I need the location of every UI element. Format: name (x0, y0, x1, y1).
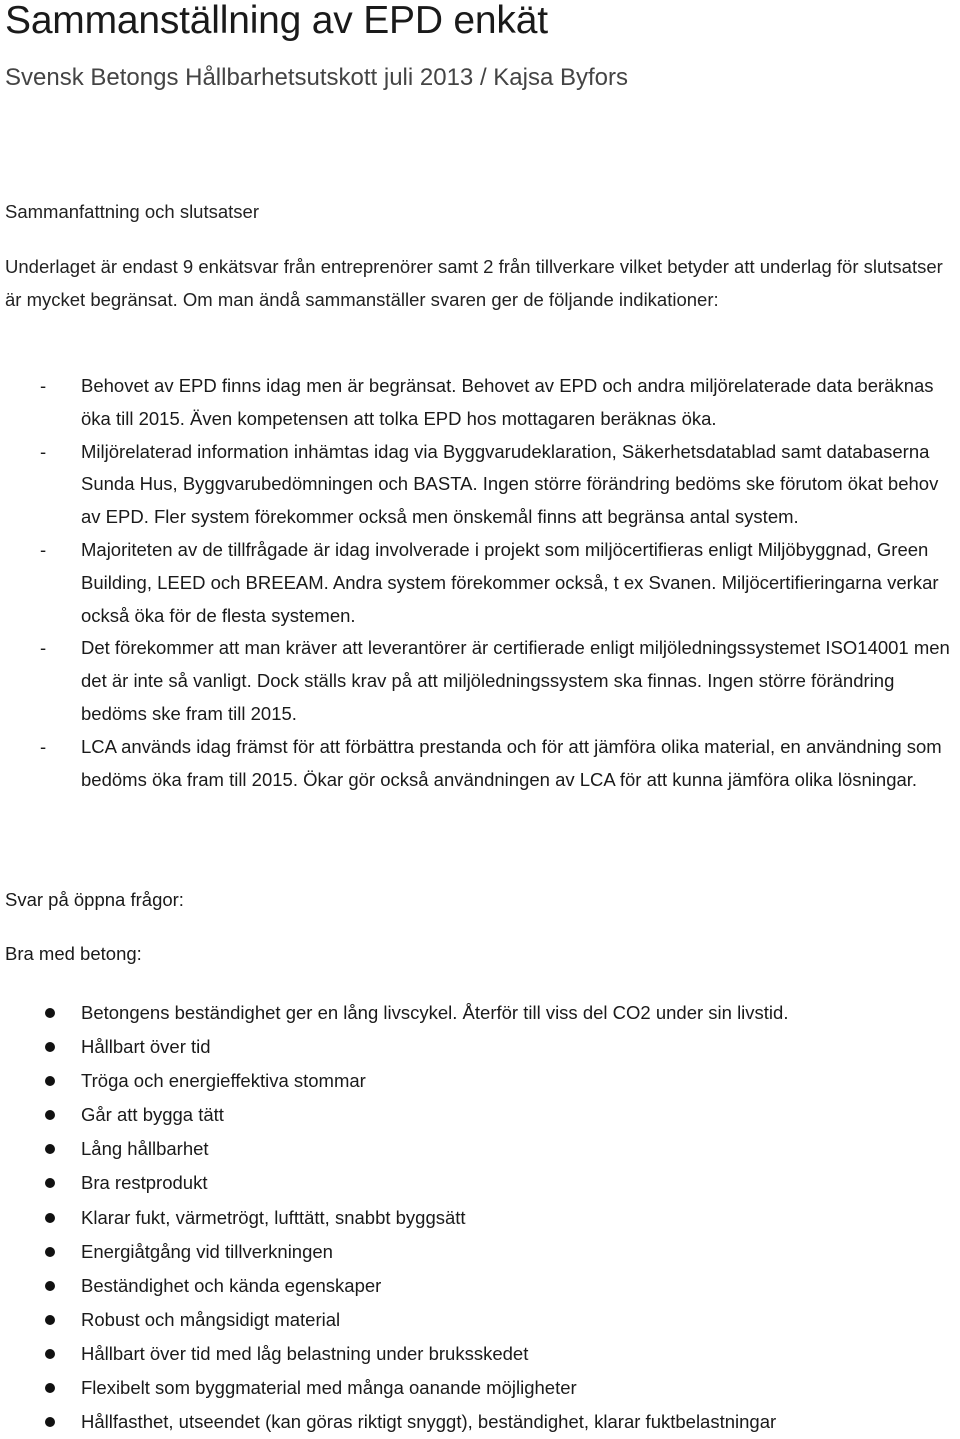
list-item (5, 1269, 960, 1303)
list-item-text: Det förekommer att man kräver att leverantörer är certifierade enligt miljöledningssystemet ISO14001 men det är inte så vanligt. Dock ställs krav på att miljöledningssystem ska finnas. Ingen större förändring bedöms ske fram till 2015. (81, 637, 950, 724)
section-heading: Sammanfattning och slutsatser (5, 201, 259, 222)
list-item (5, 1201, 960, 1235)
document-subtitle: Svensk Betongs Hållbarhetsutskott juli 2013 / Kajsa Byfors (5, 64, 628, 91)
list-item (5, 1030, 960, 1064)
list-item-text: LCA används idag främst för att förbättra prestanda och för att jämföra olika material, en användning som bedöms öka fram till 2015. Ökar gör också användningen av LCA för att kunna jämföra olika lösningar. (81, 735, 942, 790)
list-item-text: Betongens beständighet ger en lång livscykel. Återför till viss del CO2 under sin livstid. (81, 1002, 789, 1023)
list-item (5, 534, 960, 632)
list-item-text: Hållfasthet, utseendet (kan göras riktigt snyggt), beständighet, klarar fuktbelastningar (81, 1411, 777, 1433)
open-answers-label: Svar på öppna frågor: (5, 889, 184, 910)
list-item-text: Hållbart över tid med låg belastning under bruksskedet (81, 1342, 529, 1364)
list-item-text: Miljörelaterad information inhämtas idag via Byggvarudeklaration, Säkerhetsdatablad samt databaserna Sunda Hus, Byggvarubedömningen och BASTA. Ingen större förändring bedöms ske förutom ökat behov av EPD. Fler system förekommer också men önskemål finns att begränsa antal system. (81, 440, 939, 528)
bullet-icon (45, 1110, 55, 1120)
bullet-icon (45, 1008, 55, 1018)
benefits-list (5, 996, 960, 1439)
list-item (5, 731, 960, 797)
bullet-icon (45, 1178, 55, 1188)
bullet-icon (45, 1076, 55, 1086)
list-item (5, 1064, 960, 1098)
document-title: Sammanställning av EPD enkät (5, 0, 548, 42)
list-item-text: Beständighet och kända egenskaper (81, 1274, 382, 1296)
list-item-text: Lång hållbarhet (81, 1138, 209, 1160)
bullet-icon (45, 1213, 55, 1223)
bullet-icon (45, 1417, 55, 1427)
bullet-icon (45, 1247, 55, 1257)
list-item (5, 996, 960, 1030)
dash-marker: - (40, 637, 47, 659)
bullet-icon (45, 1144, 55, 1154)
list-item-text: Hållbart över tid (81, 1036, 211, 1058)
list-item (5, 1098, 960, 1132)
bullet-icon (45, 1383, 55, 1393)
list-item-text: Flexibelt som byggmaterial med många oanande möjligheter (81, 1377, 577, 1399)
list-item (5, 1303, 960, 1337)
bullet-icon (45, 1042, 55, 1052)
list-item-text: Energiåtgång vid tillverkningen (81, 1240, 333, 1262)
bullet-icon (45, 1315, 55, 1325)
list-item-text: Går att bygga tätt (81, 1104, 224, 1126)
list-item-text: Klarar fukt, värmetrögt, lufttätt, snabbt byggsätt (81, 1206, 466, 1228)
intro-paragraph: Underlaget är endast 9 enkätsvar från entreprenörer samt 2 från tillverkare vilket betyder att underlag för slutsatser är mycket begränsat. Om man ändå sammanställer svaren ger de följande indikationer: (5, 256, 943, 310)
list-item (5, 1166, 960, 1200)
dash-marker: - (40, 375, 47, 396)
list-item (5, 370, 960, 436)
list-item-text: Majoriteten av de tillfrågade är idag involverade i projekt som miljöcertifieras enligt Miljöbyggnad, Green Building, LEED och BREEAM. Andra system förekommer också, t ex Svanen. Miljöcertifieringarna verkar också öka för de flesta systemen. (81, 538, 939, 626)
list-item-text: Behovet av EPD finns idag men är begränsat. Behovet av EPD och andra miljörelaterade data beräknas öka till 2015. Även kompetensen att tolka EPD hos mottagaren beräknas öka. (81, 375, 934, 429)
list-item (5, 1337, 960, 1371)
bullet-icon (45, 1349, 55, 1359)
list-item (5, 632, 960, 730)
bullet-icon (45, 1281, 55, 1291)
dash-marker: - (40, 538, 47, 560)
list-item (5, 1371, 960, 1405)
list-item (5, 1132, 960, 1166)
findings-list (5, 370, 960, 796)
list-item-text: Robust och mångsidigt material (81, 1308, 341, 1330)
dash-marker: - (40, 735, 47, 757)
list-item (5, 436, 960, 534)
document-page (5, 0, 960, 1433)
list-item (5, 1235, 960, 1269)
good-with-concrete-label: Bra med betong: (5, 943, 142, 964)
list-item-text: Tröga och energieffektiva stommar (81, 1070, 366, 1092)
list-item-text: Bra restprodukt (81, 1172, 208, 1194)
dash-marker: - (40, 440, 47, 462)
